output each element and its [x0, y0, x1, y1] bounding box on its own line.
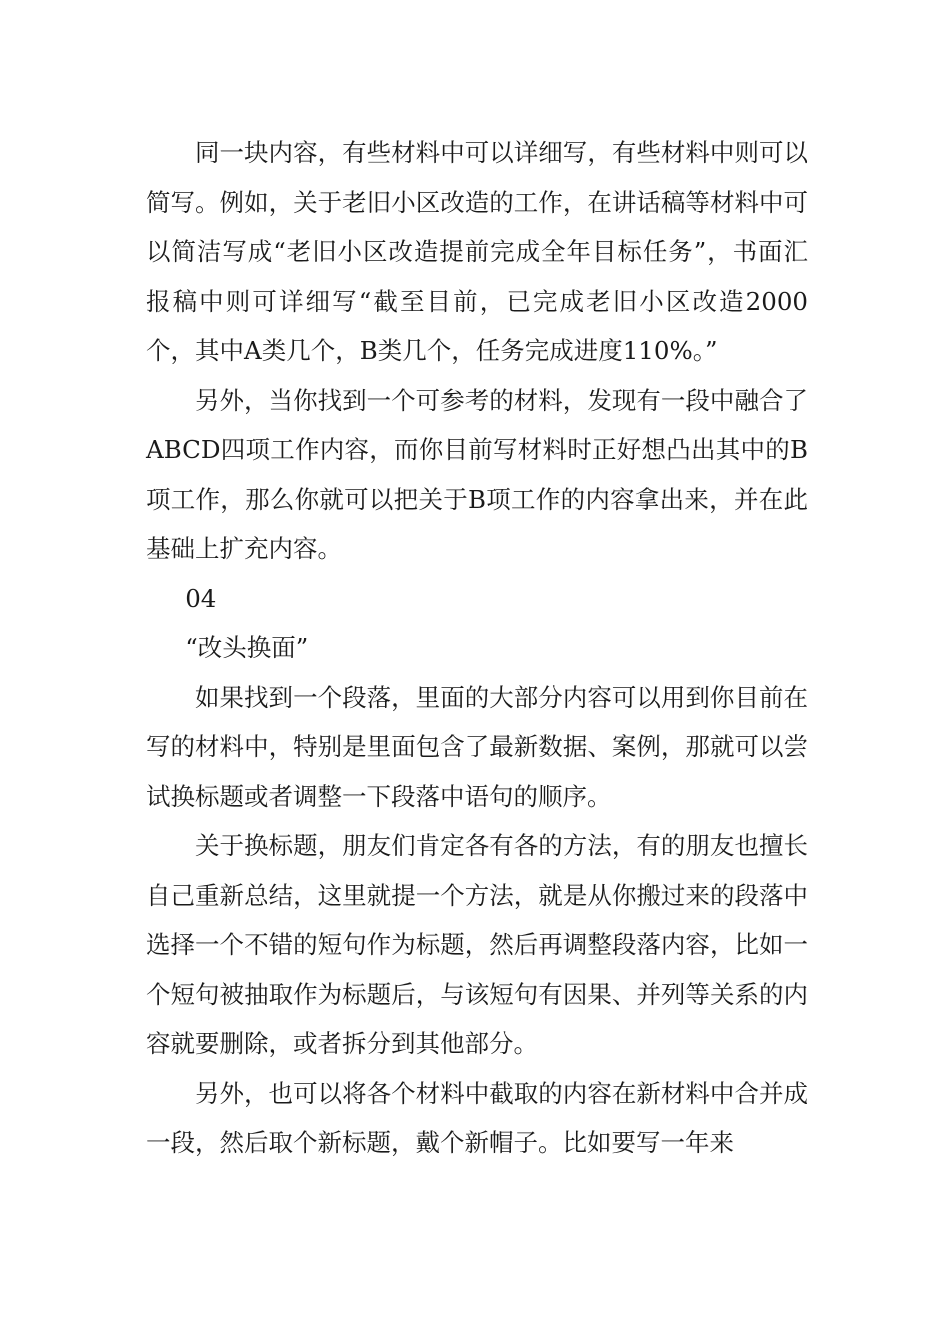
paragraph-simplify-content: 同一块内容，有些材料中可以详细写，有些材料中则可以简写。例如，关于老旧小区改造的工作，在讲话稿等材料中可以简洁写成“老旧小区改造提前完成全年目标任务”，书面汇报稿中则可详细写“截至目前，已完成老旧小区改造2000个，其中A类几个，B类几个，任务完成进度110%。” — [146, 138, 808, 365]
section-number: 04 — [185, 583, 217, 613]
section-title: “改头换面” — [185, 633, 309, 662]
paragraph-merge-content: 另外，也可以将各个材料中截取的内容在新材料中合并成一段，然后取个新标题，戴个新帽子。比如要写一年来 — [146, 1078, 808, 1157]
document-body — [146, 128, 808, 1168]
paragraph-change-title: 关于换标题，朋友们肯定各有各的方法，有的朋友也擅长自己重新总结，这里就提一个方法，就是从你搬过来的段落中选择一个不错的短句作为标题，然后再调整段落内容，比如一个短句被抽取作为标题后，与该短句有因果、并列等关系的内容就要删除，或者拆分到其他部分。 — [146, 831, 808, 1058]
paragraph-reuse-content: 如果找到一个段落，里面的大部分内容可以用到你目前在写的材料中，特别是里面包含了最新数据、案例，那就可以尝试换标题或者调整一下段落中语句的顺序。 — [146, 682, 808, 811]
paragraph-extract-item: 另外，当你找到一个可参考的材料，发现有一段中融合了ABCD四项工作内容，而你目前写材料时正好想凸出其中的B项工作，那么你就可以把关于B项工作的内容拿出来，并在此基础上扩充内容。 — [146, 385, 808, 563]
